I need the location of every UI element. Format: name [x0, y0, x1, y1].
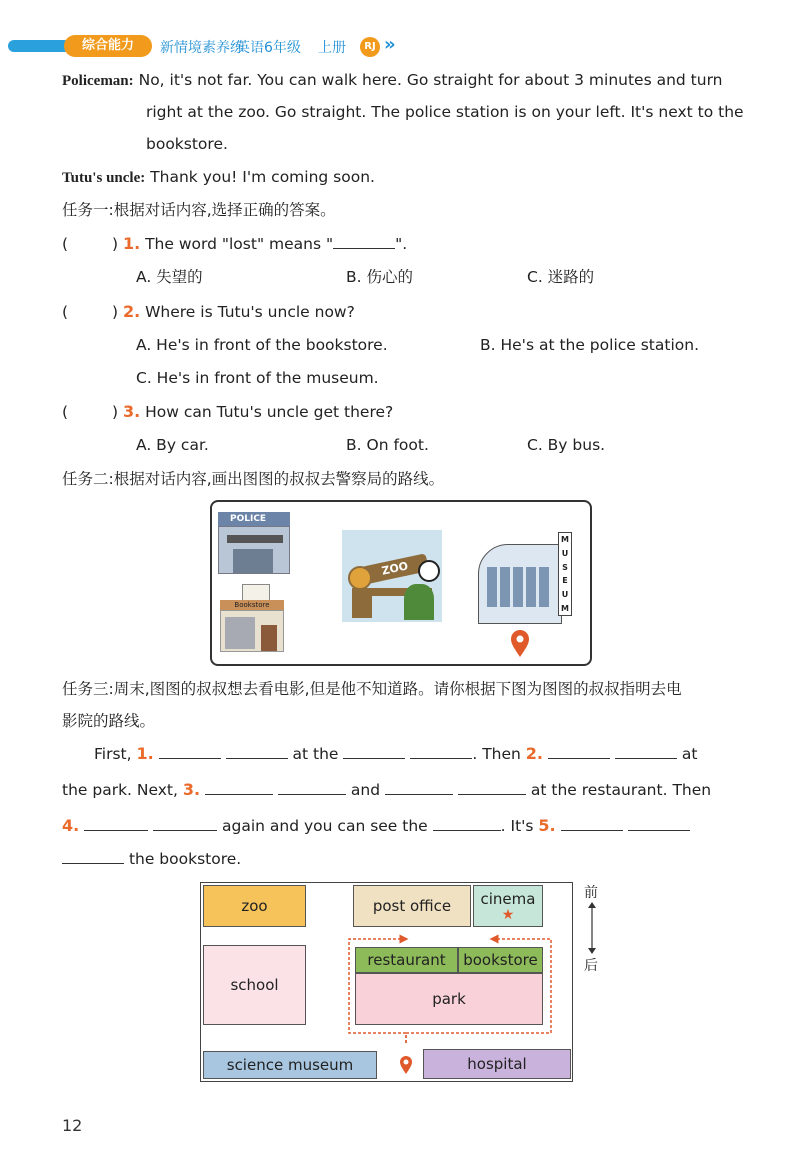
map-hospital: hospital: [423, 1049, 571, 1079]
blank-field[interactable]: [343, 742, 405, 759]
question-number: 1.: [136, 744, 154, 763]
question-3: [62, 396, 393, 428]
museum-sign-letter: M: [561, 535, 569, 545]
passage-text: the bookstore.: [128, 850, 242, 868]
task1-title: 任务一:根据对话内容,选择正确的答案。: [62, 201, 336, 219]
passage-text: at the: [292, 745, 339, 763]
question-1: [62, 228, 407, 260]
question-number: 3.: [122, 402, 141, 421]
bookstore-illustration: [220, 584, 284, 652]
edition-badge: RJ: [360, 37, 380, 57]
option-b[interactable]: B. 伤心的: [346, 268, 413, 286]
option-c[interactable]: C. He's in front of the museum.: [136, 369, 379, 387]
passage-text: and: [350, 781, 381, 799]
blank-field[interactable]: [548, 742, 610, 759]
blank-field[interactable]: [62, 847, 124, 864]
task3-title: 影院的路线。: [62, 712, 156, 730]
blank-field[interactable]: [458, 778, 526, 795]
header-series: 新情境素养练: [160, 40, 244, 56]
question-text: Where is Tutu's uncle now?: [145, 303, 355, 321]
question-number: 5.: [538, 816, 556, 835]
zoo-illustration: [342, 530, 442, 622]
option-a[interactable]: A. 失望的: [136, 268, 203, 286]
option-b[interactable]: B. On foot.: [346, 436, 429, 454]
fill-line-4: [62, 843, 241, 875]
compass-front: 前: [584, 885, 598, 901]
blank-field[interactable]: [628, 814, 690, 831]
map-school: school: [203, 945, 306, 1025]
chevron-right-icon: »: [384, 34, 396, 55]
passage-text: the park. Next,: [62, 781, 178, 799]
dialogue-text: Thank you! I'm coming soon.: [150, 168, 375, 186]
question-number: 1.: [122, 234, 141, 253]
question-number: 2.: [122, 302, 141, 321]
map-restaurant: restaurant: [355, 947, 458, 973]
fill-line-3: [62, 810, 690, 842]
passage-text: at the restaurant. Then: [530, 781, 712, 799]
question-number: 4.: [62, 816, 80, 835]
task2-title: 任务二:根据对话内容,画出图图的叔叔去警察局的路线。: [62, 470, 445, 488]
zoo-sign: ZOO: [361, 553, 429, 584]
answer-paren: ): [111, 403, 118, 421]
police-station-illustration: [218, 512, 290, 574]
option-c[interactable]: C. 迷路的: [527, 268, 595, 286]
museum-sign-letter: E: [562, 576, 568, 586]
question-text: How can Tutu's uncle get there?: [145, 403, 394, 421]
header-bar: [8, 40, 70, 52]
header-volume: 上册: [318, 40, 346, 56]
blank-field[interactable]: [153, 814, 217, 831]
street-map: [200, 882, 573, 1082]
fill-line-2: [62, 774, 711, 806]
answer-paren: (: [62, 403, 69, 421]
passage-text: . It's: [500, 817, 534, 835]
passage-text: . Then: [472, 745, 521, 763]
museum-sign: [558, 532, 572, 616]
fill-line-1: [94, 738, 697, 770]
option-a[interactable]: A. By car.: [136, 436, 209, 454]
blank-field[interactable]: [226, 742, 288, 759]
route-drawing-area[interactable]: [210, 500, 592, 666]
blank-field[interactable]: [159, 742, 221, 759]
compass-back: 后: [584, 958, 598, 974]
police-building: [218, 526, 290, 574]
map-science-museum: science museum: [203, 1051, 377, 1079]
map-zoo: zoo: [203, 885, 306, 927]
header-badge: 综合能力: [64, 35, 152, 57]
map-bookstore: bookstore: [458, 947, 543, 973]
option-b[interactable]: B. He's at the police station.: [480, 336, 699, 354]
blank-field[interactable]: [333, 232, 395, 249]
museum-sign-letter: U: [561, 589, 569, 599]
star-icon: ★: [501, 907, 515, 923]
bookstore-building: [220, 610, 284, 652]
museum-sign-letter: S: [562, 562, 568, 572]
bookstore-sign: Bookstore: [220, 600, 284, 610]
compass-arrow-icon: [586, 902, 598, 954]
blank-field[interactable]: [410, 742, 472, 759]
answer-paren: ): [111, 303, 118, 321]
lion-icon: [348, 566, 372, 590]
passage-text: First,: [94, 745, 132, 763]
question-number: 3.: [182, 780, 201, 799]
museum-sign-letter: U: [561, 548, 569, 558]
dialogue-line: [62, 64, 723, 97]
museum-sign-letter: M: [561, 603, 569, 613]
map-cinema-label: cinema: [480, 890, 536, 908]
panda-icon: [418, 560, 440, 582]
question-text: The word "lost" means ": [145, 235, 334, 253]
answer-paren: (: [62, 303, 69, 321]
museum-illustration: [474, 524, 578, 634]
answer-paren: ): [111, 235, 118, 253]
museum-building: [478, 544, 562, 624]
speaker-uncle: Tutu's uncle:: [62, 170, 146, 186]
blank-field[interactable]: [433, 814, 501, 831]
location-pin-icon: [510, 630, 530, 658]
question-text: ".: [395, 235, 408, 253]
question-2: [62, 296, 355, 328]
task3-title: 任务三:周末,图图的叔叔想去看电影,但是他不知道路。请你根据下图为图图的叔叔指明去电: [62, 680, 682, 698]
option-a[interactable]: A. He's in front of the bookstore.: [136, 336, 388, 354]
blank-field[interactable]: [385, 778, 453, 795]
map-post-office: post office: [353, 885, 471, 927]
speaker-policeman: Policeman:: [62, 73, 134, 89]
tree-icon: [404, 584, 434, 620]
option-c[interactable]: C. By bus.: [527, 436, 606, 454]
passage-text: at: [681, 745, 698, 763]
dialogue-text: bookstore.: [146, 135, 228, 153]
blank-field[interactable]: [84, 814, 148, 831]
dialogue-text: right at the zoo. Go straight. The police station is on your left. It's next to the: [146, 103, 744, 121]
header-subject: 英语6年级: [236, 40, 301, 56]
passage-text: again and you can see the: [222, 817, 428, 835]
dialogue-line: [62, 161, 375, 194]
dialogue-text: No, it's not far. You can walk here. Go straight for about 3 minutes and turn: [138, 71, 723, 89]
start-pin-icon: [399, 1055, 413, 1075]
blank-field[interactable]: [615, 742, 677, 759]
answer-paren: (: [62, 235, 69, 253]
route-arrows: [201, 883, 572, 1081]
blank-field[interactable]: [205, 778, 273, 795]
police-sign: POLICE: [218, 512, 290, 526]
blank-field[interactable]: [561, 814, 623, 831]
map-park: park: [355, 973, 543, 1025]
page-number: 12: [62, 1116, 83, 1135]
blank-field[interactable]: [278, 778, 346, 795]
question-number: 2.: [525, 744, 544, 763]
